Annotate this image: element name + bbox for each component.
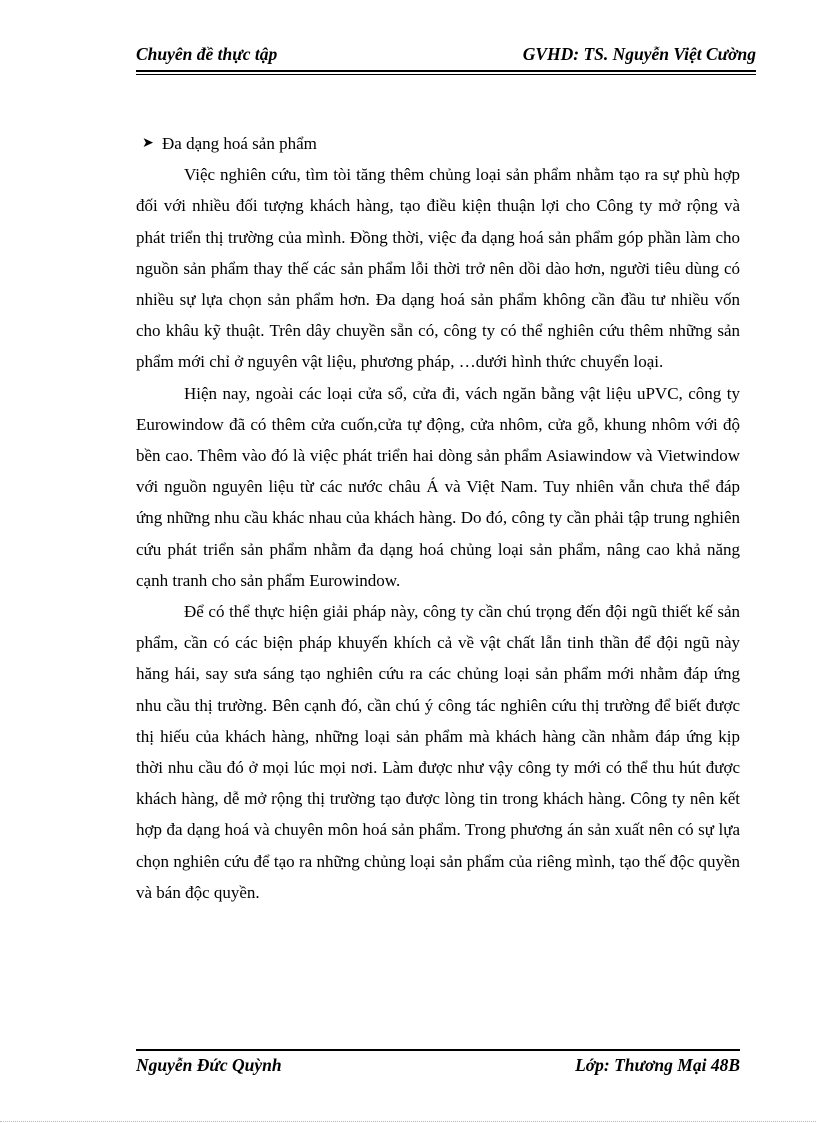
page-edge-dotted-line: [0, 1121, 816, 1122]
arrow-bullet-icon: ➤: [142, 136, 154, 151]
header-rule: [136, 70, 756, 75]
footer-class: Lớp: Thương Mại 48B: [575, 1055, 740, 1075]
footer-rule: [136, 1049, 740, 1051]
page-header: [136, 44, 756, 74]
paragraph-2: Hiện nay, ngoài các loại cửa sổ, cửa đi, vách ngăn bằng vật liệu uPVC, công ty Eurowindow đã có thêm cửa cuốn,cửa tự động, cửa nhôm, cửa gỗ, khung nhôm với độ bền cao. Thêm vào đó là việc phát triển hai dòng sản phẩm Asiawindow và Vietwindow với nguồn nguyên liệu từ các nước châu Á và Việt Nam. Tuy nhiên vẫn chưa thể đáp ứng những nhu cầu khác nhau của khách hàng. Do đó, công ty cần phải tập trung nghiên cứu phát triển sản phẩm nhằm đa dạng hoá chủng loại sản phẩm, nâng cao khả năng cạnh tranh cho sản phẩm Eurowindow.: [136, 383, 740, 590]
header-advisor: GVHD: TS. Nguyễn Việt Cường: [522, 44, 756, 64]
header-title: Chuyên đề thực tập: [136, 44, 278, 64]
section-heading: [136, 128, 740, 159]
section-heading-text: Đa dạng hoá sản phẩm: [162, 134, 317, 153]
footer-author: Nguyễn Đức Quỳnh: [136, 1055, 282, 1075]
paragraph-3: Để có thể thực hiện giải pháp này, công ty cần chú trọng đến đội ngũ thiết kế sản phẩm, cần có các biện pháp khuyến khích cả về vật chất lẫn tinh thần để đội ngũ này hăng hái, say sưa sáng tạo nghiên cứu ra các chủng loại sản phẩm mới nhằm đáp ứng nhu cầu thị trường. Bên cạnh đó, cần chú ý công tác nghiên cứu thị trường để biết được thị hiếu của khách hàng, những loại sản phẩm mà khách hàng cần nhằm đáp ứng kịp thời nhu cầu đó ở mọi lúc mọi nơi. Làm được như vậy công ty mới có thể thu hút được khách hàng, dễ mở rộng thị trường tạo được lòng tin trong khách hàng. Công ty nên kết hợp đa dạng hoá và chuyên môn hoá sản phẩm. Trong phương án sản xuất nên có sự lựa chọn nghiên cứu để tạo ra những chủng loại sản phẩm của riêng mình, tạo thế độc quyền và bán độc quyền.: [136, 602, 740, 902]
body-content: [136, 128, 740, 908]
page-footer: [136, 1049, 740, 1079]
paragraph-1: Việc nghiên cứu, tìm tòi tăng thêm chủng loại sản phẩm nhằm tạo ra sự phù hợp đối với nhiều đối tượng khách hàng, tạo điều kiện thuận lợi cho Công ty mở rộng và phát triển thị trường của mình. Đồng thời, việc đa dạng hoá sản phẩm góp phần làm cho nguồn sản phẩm thay thế các sản phẩm lỗi thời trở nên dồi dào hơn, người tiêu dùng có nhiều sự lựa chọn sản phẩm hơn. Đa dạng hoá sản phẩm không cần đầu tư nhiều vốn cho khâu kỹ thuật. Trên dây chuyền sẵn có, công ty có thể nghiên cứu thêm những sản phẩm mới chỉ ở nguyên vật liệu, phương pháp, …dưới hình thức chuyển loại.: [136, 165, 740, 372]
